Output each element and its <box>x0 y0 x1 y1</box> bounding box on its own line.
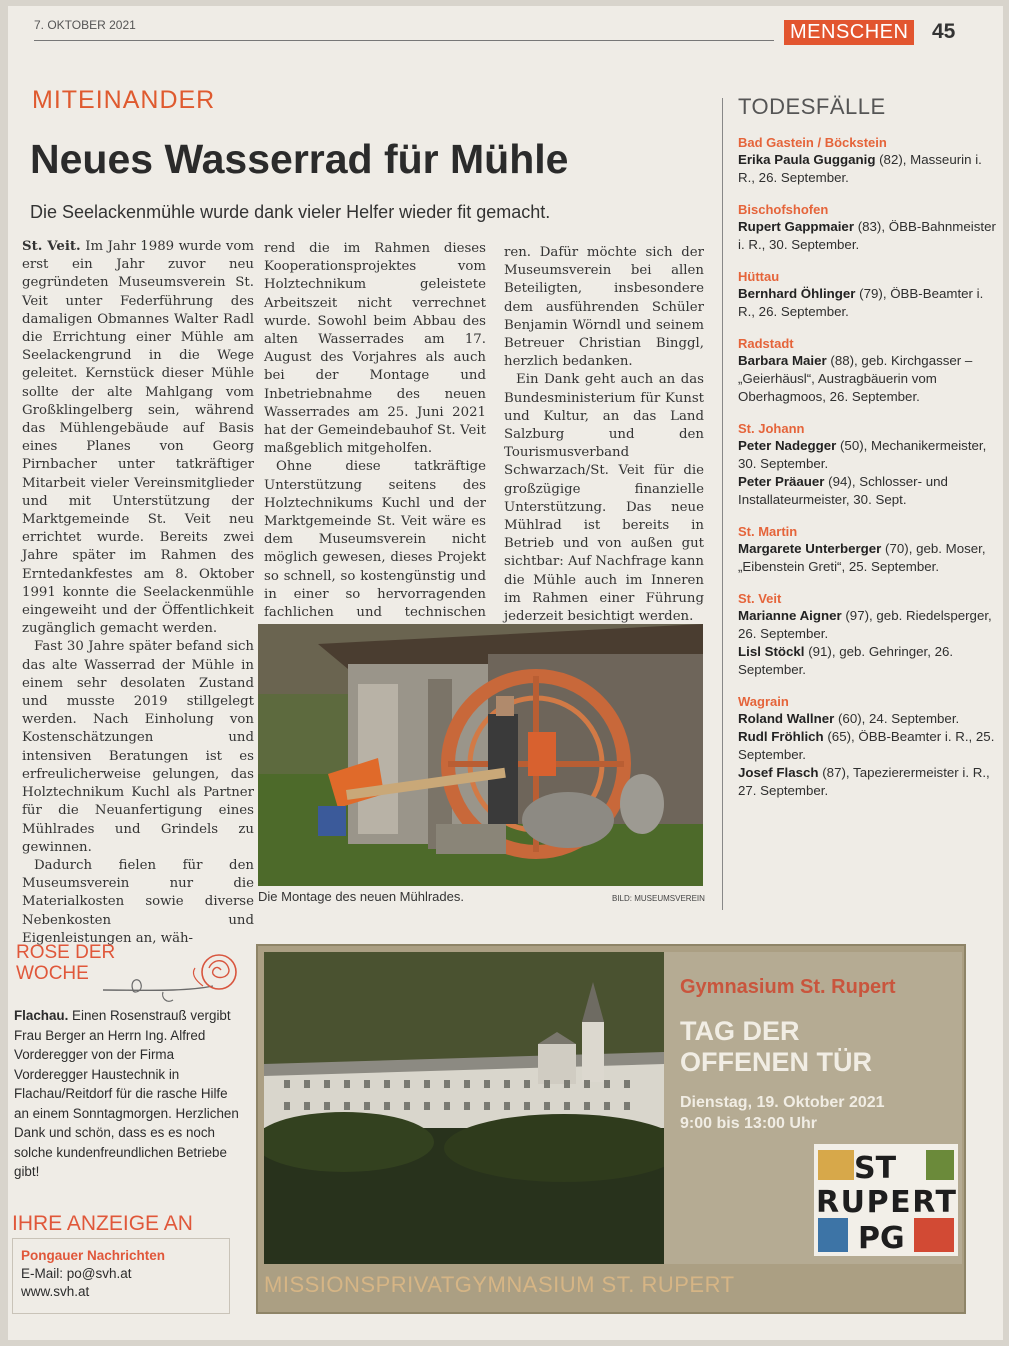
obituaries-title: TODESFÄLLE <box>738 94 886 119</box>
section-label: MENSCHEN <box>784 20 914 45</box>
article-kicker: MITEINANDER <box>32 86 216 114</box>
obituary-detail: (50), Mechanikermeister, 30. September. <box>738 438 987 471</box>
obituary-detail: (94), Schlosser- und Installateurmeister, 30. Sept. <box>738 474 948 507</box>
article-subhead: Die Seelackenmühle wurde dank vieler Helfer wieder fit gemacht. <box>30 202 551 222</box>
obituary-name: Rudl Fröhlich <box>738 729 824 744</box>
school-logo <box>814 1144 958 1256</box>
article-paragraph: Ohne diese tatkräftige Unterstützung seitens des Holztechnikums Kuchl und der Marktgemeinde St. Veit wäre es dem Museumsverein nicht möglich gewesen, dieses Projekt so schnell, so kostengünstig und in einer so hervorragenden fachlichen und technischen <box>264 459 486 621</box>
photo-credit: BILD: MUSEUMSVEREIN <box>612 894 705 903</box>
obituaries-column <box>738 94 1000 800</box>
obituary-name: Marianne Aigner <box>738 608 842 623</box>
rose-icon <box>103 946 243 1008</box>
obituary-detail: (83), ÖBB-Bahnmeister i. R., 30. September. <box>738 219 996 252</box>
photo-caption: Die Montage des neuen Mühlrades. <box>258 889 464 904</box>
advert-photo <box>264 952 664 1264</box>
obituary-place: St. Veit <box>738 591 782 606</box>
obituary-entry <box>738 437 1000 473</box>
obituary-entry <box>738 540 1000 576</box>
obituary-entry <box>738 764 1000 800</box>
article-column-3 <box>504 244 704 626</box>
article-paragraph: Dadurch fielen für den Museumsverein nur die Materialkosten sowie diverse Nebenkosten und Eigenleistungen an, wäh- <box>22 857 254 946</box>
article-headline: Neues Wasserrad für Mühle <box>30 136 569 182</box>
header-rule <box>34 40 774 41</box>
article-column-1 <box>22 238 254 948</box>
obituary-entry <box>738 607 1000 643</box>
obituary-name: Josef Flasch <box>738 765 819 780</box>
obituary-place: Hüttau <box>738 269 780 284</box>
rose-of-week-title: ROSE DER WOCHE <box>16 942 116 984</box>
obituary-place: Bischofshofen <box>738 202 829 217</box>
obituary-detail: (88), geb. Kirchgasser – „Geierhäusl“, Austragbäuerin vom Oberhagmoos, 26. September. <box>738 353 973 404</box>
obituary-name: Barbara Maier <box>738 353 827 368</box>
advert-text-panel <box>664 952 962 1264</box>
obituary-detail: (87), Tapezierermeister i. R., 27. September. <box>738 765 990 798</box>
obituary-entry <box>738 218 1000 254</box>
obituary-entry <box>738 151 1000 187</box>
school-building-photo <box>264 952 664 1264</box>
obituary-detail: (82), Masseurin i. R., 26. September. <box>738 152 982 185</box>
obituary-place: Bad Gastein / Böckstein <box>738 135 887 150</box>
obituary-entry <box>738 643 1000 679</box>
article-paragraph: rend die im Rahmen dieses Kooperationsprojektes vom Holztechnikum geleistete Arbeitszeit nicht verrechnet wurde. Sowohl beim Abbau des alten Wasserrades am 17. August des Vorjahres als auch bei der Montage und Inbetriebnahme des neuen Wasserrades am 25. Juni 2021 hat der Gemeindebauhof St. Veit maßgeblich mitgeholfen. <box>264 241 486 457</box>
obituary-name: Rupert Gappmaier <box>738 219 855 234</box>
ad-contact-title: IHRE ANZEIGE AN <box>12 1212 193 1235</box>
obituary-detail: (97), geb. Riedelsperger, 26. September. <box>738 608 992 641</box>
page-number: 45 <box>932 20 956 43</box>
article-paragraph: Ein Dank geht auch an das Bundesministerium für Kunst und Kultur, an das Land Salzburg und den Tourismusverband Schwarzach/St. Veit für die großzügige finanzielle Unterstützung. Das neue Mühlrad ist bereits in Betrieb und von außen gut sichtbar: Auf Nachfrage kann die Mühle auch im Inneren im Rahmen einer Führung jederzeit besichtigt werden. <box>504 372 704 625</box>
article-paragraph: Fast 30 Jahre später befand sich das alte Wasserrad der Mühle in einem sehr desolaten Zustand und musste 2019 stillgelegt werden. Nach Einholung von Kostenschätzungen und intensiven Beratungen ist es erfreulicherweise gelungen, das Holztechnikum Kuchl als Partner für die Neuanfertigung eines Mühlrades und Grindels zu gewinnen. <box>22 639 254 855</box>
column-divider <box>722 98 723 910</box>
obituaries-list <box>738 134 1000 800</box>
watermill-photo <box>258 624 703 886</box>
obituary-name: Lisl Stöckl <box>738 644 805 659</box>
obituary-name: Margarete Unterberger <box>738 541 882 556</box>
obituary-place: Radstadt <box>738 336 794 351</box>
obituary-name: Erika Paula Gugganig <box>738 152 876 167</box>
obituary-detail: (79), ÖBB-Beamter i. R., 26. September. <box>738 286 984 319</box>
dateline: St. Veit. <box>22 239 81 254</box>
article-paragraph: ren. Dafür möchte sich der Museumsverein bei allen Beteiligten, insbesondere dem ausführenden Schüler Benjamin Wörndl und seinem Betreuer Christian Binggl, herzlich bedanken. <box>504 245 704 370</box>
obituary-entry <box>738 285 1000 321</box>
obituary-name: Bernhard Öhlinger <box>738 286 856 301</box>
obituary-detail: (70), geb. Moser, „Eibenstein Greti“, 25. September. <box>738 541 986 574</box>
article-photo <box>258 624 703 886</box>
obituary-name: Roland Wallner <box>738 711 835 726</box>
contact-website[interactable]: www.svh.at <box>21 1284 90 1299</box>
obituary-detail: (60), 24. September. <box>834 711 960 726</box>
logo-text-pg: PG <box>858 1221 905 1256</box>
obituary-entry <box>738 352 1000 406</box>
obituary-detail: (91), geb. Gehringer, 26. September. <box>738 644 954 677</box>
article-paragraph: St. Veit. Im Jahr 1989 wurde vom erst ein Jahr zuvor neu gegründeten Museumsverein St. Veit unter Federführung des damaligen Obmannes Walter Radl die Errichtung einer Mühle am Seelackengrund in die Wege geleitet. Kernstück dieser Mühle sollte der alte Mahlgang vom Großklingelberg sein, während das Mühlengebäude auf Basis eines Planes von Georg Pirnbacher unter tatkräftiger Mitarbeit vieler Vereinsmitglieder und mit Unterstützung der Marktgemeinde St. Veit neu errichtet wurde. Bereits zwei Jahre später im Rahmen des Erntedankfestes am 8. Oktober 1991 konnte die Seelackenmühle eingeweiht und der Öffentlichkeit zugänglich gemacht werden. <box>22 239 254 637</box>
issue-date: 7. OKTOBER 2021 <box>34 18 136 32</box>
logo-text-st: ST <box>854 1151 897 1186</box>
rose-of-week-text: Flachau. Einen Rosenstrauß vergibt Frau Berger an Herrn Ing. Alfred Vorderegger von der Firma Vorderegger Haustechnik in Flachau/Reitdorf für die rasche Hilfe an einem Sonntagmorgen. Herzlichen Dank und schön, dass es es noch solche kundenfreundlichen Betriebe gibt! <box>14 1008 239 1179</box>
obituary-entry <box>738 728 1000 764</box>
ad-contact-box <box>12 1238 230 1314</box>
obituary-place: St. Martin <box>738 524 798 539</box>
advert-school-name: Gymnasium St. Rupert <box>680 976 896 998</box>
obituary-entry <box>738 473 1000 509</box>
publisher-name: Pongauer Nachrichten <box>21 1248 166 1263</box>
st-rupert-logo-icon <box>814 1144 958 1256</box>
obituary-place: Wagrain <box>738 694 789 709</box>
contact-email[interactable]: E-Mail: po@svh.at <box>21 1266 132 1281</box>
obituary-name: Peter Nadegger <box>738 438 837 453</box>
newspaper-page <box>8 6 1003 1340</box>
logo-text-rupert: RUPERT <box>816 1185 956 1220</box>
article-column-2 <box>264 240 486 640</box>
obituary-entry <box>738 710 1000 728</box>
rose-dateline: Flachau. <box>14 1008 69 1023</box>
school-advert <box>256 944 966 1314</box>
advert-footer: MISSIONSPRIVATGYMNASIUM ST. RUPERT <box>264 1272 735 1297</box>
advert-headline: TAG DER OFFENEN TÜR <box>680 1016 872 1077</box>
obituary-detail: (65), ÖBB-Beamter i. R., 25. September. <box>738 729 995 762</box>
advert-date: Dienstag, 19. Oktober 2021 9:00 bis 13:00 Uhr <box>680 1094 885 1132</box>
obituary-place: St. Johann <box>738 421 805 436</box>
obituary-name: Peter Präauer <box>738 474 825 489</box>
